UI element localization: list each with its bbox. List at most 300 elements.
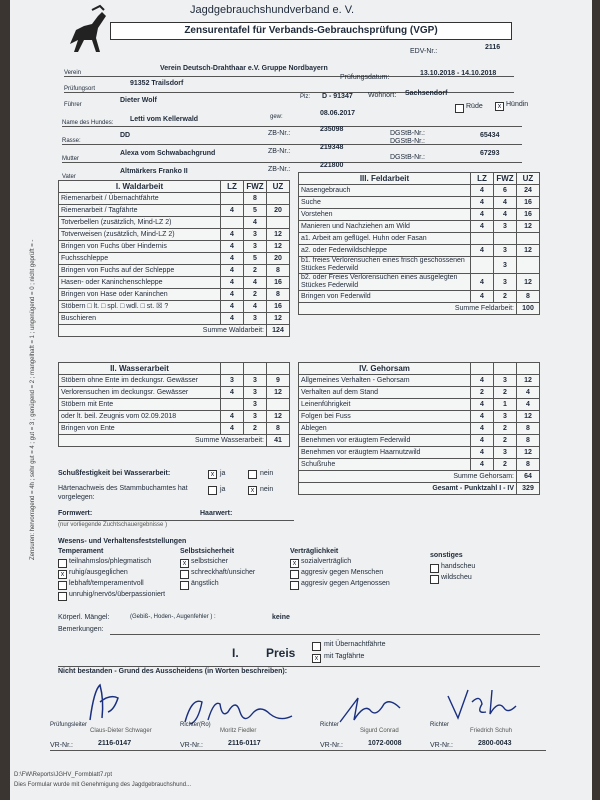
sum-row — [299, 303, 540, 315]
cell-uz: 8 — [517, 435, 540, 447]
cell-fwz: 2 — [494, 423, 517, 435]
name-label: Name des Hundes: — [62, 120, 114, 126]
zb2-label: ZB-Nr.: — [268, 148, 291, 155]
cell-fwz: 3 — [494, 447, 517, 459]
cell-fwz: 3 — [244, 387, 267, 399]
haerte-ja-label: ja — [220, 486, 226, 493]
cell-uz: 20 — [267, 253, 290, 265]
datum-label: Prüfungsdatum: — [340, 74, 390, 81]
option-label: teilnahmslos/phlegmatisch — [69, 558, 152, 565]
cell-lz: 3 — [221, 375, 244, 387]
haerte-nein-checkbox[interactable]: x — [248, 486, 257, 495]
cell-lz: 4 — [471, 185, 494, 197]
edv-label: EDV-Nr.: — [410, 48, 438, 55]
mutter-label: Mutter — [62, 156, 80, 162]
table-row — [59, 423, 290, 435]
section-title: II. Wasserarbeit — [59, 363, 221, 375]
cell-uz: 12 — [517, 411, 540, 423]
cell-uz — [517, 257, 540, 274]
row-label: Bringen von Hase oder Kaninchen — [59, 289, 221, 301]
cell-fwz: 3 — [494, 411, 517, 423]
verein-label: Verein — [64, 70, 82, 76]
cell-lz: 4 — [471, 274, 494, 291]
temperament-label: Temperament — [58, 548, 104, 555]
row-label: Buschieren — [59, 313, 221, 325]
row-label: Verhalten auf dem Stand — [299, 387, 471, 399]
total-row — [299, 483, 540, 495]
cell-lz: 4 — [471, 375, 494, 387]
tagfaehrte-checkbox[interactable]: x — [312, 654, 321, 663]
option-checkbox[interactable] — [58, 592, 67, 601]
vr-value: 2116-0117 — [228, 740, 261, 747]
cell-lz: 4 — [471, 459, 494, 471]
edv-value: 2116 — [485, 44, 501, 51]
row-label: oder lt. beil. Zeugnis vom 02.09.2018 — [59, 411, 221, 423]
table-row — [59, 229, 290, 241]
footer-path: D:\FW\Reports\JGHV_Formblatt7.rpt — [14, 772, 113, 778]
judge-role: Richter(Ro) — [180, 722, 211, 728]
cell-uz: 16 — [267, 277, 290, 289]
fuehrer-value: Dieter Wolf — [120, 97, 157, 104]
form-title: Zensurentafel für Verbands-Gebrauchsprüfung (VGP) — [110, 22, 512, 40]
table-row — [299, 411, 540, 423]
gehorsam-table — [298, 362, 540, 495]
cell-fwz: 4 — [244, 217, 267, 229]
cell-uz: 16 — [517, 197, 540, 209]
wohnort-label: Wohnort: — [368, 92, 397, 99]
row-label: Riemenarbeit / Tagfährte — [59, 205, 221, 217]
table-row — [299, 375, 540, 387]
cell-lz: 4 — [221, 277, 244, 289]
gew-value: 08.06.2017 — [320, 110, 356, 117]
cell-uz: 4 — [517, 387, 540, 399]
table-row — [59, 205, 290, 217]
cell-uz: 12 — [517, 375, 540, 387]
option-checkbox[interactable] — [290, 581, 299, 590]
option-checkbox[interactable] — [430, 575, 439, 584]
option-checkbox[interactable] — [430, 564, 439, 573]
nicht-bestanden-label: Nicht bestanden - Grund des Ausscheidens (in Worten beschreiben): — [58, 668, 288, 675]
cell-lz: 4 — [471, 197, 494, 209]
table-row — [59, 313, 290, 325]
cell-lz: 4 — [221, 301, 244, 313]
vr-value: 1072-0008 — [368, 740, 402, 747]
table-row — [299, 399, 540, 411]
cell-fwz: 3 — [244, 313, 267, 325]
zb3-value: 221800 — [320, 162, 344, 169]
haerte-ja-checkbox[interactable] — [208, 486, 217, 495]
feldarbeit-table — [298, 172, 540, 315]
cell-lz — [471, 233, 494, 245]
option-checkbox[interactable] — [58, 559, 67, 568]
col-header — [267, 363, 290, 375]
col-header — [244, 363, 267, 375]
cell-lz: 4 — [471, 399, 494, 411]
dgstb2-value: 65434 — [480, 132, 500, 139]
selbst-label: Selbstsicherheit — [180, 548, 235, 555]
table-row — [59, 241, 290, 253]
row-label: Bringen von Federwild — [299, 291, 471, 303]
col-header: UZ — [517, 173, 540, 185]
cell-lz: 4 — [471, 447, 494, 459]
row-label: Schußruhe — [299, 459, 471, 471]
vr-value: 2800-0043 — [478, 740, 512, 747]
sum-row — [59, 435, 290, 447]
sum-label: Summe Waldarbeit: — [59, 325, 267, 337]
cell-uz: 16 — [267, 301, 290, 313]
dgstb3-value: 67293 — [480, 150, 500, 157]
plz-value: D - 91347 — [322, 93, 353, 100]
option-label: handscheu — [441, 563, 476, 570]
row-label: Suche — [299, 197, 471, 209]
cell-lz: 4 — [221, 411, 244, 423]
col-header: FWZ — [494, 173, 517, 185]
tagfaehrte-label: mit Tagfährte — [324, 653, 365, 660]
rasse-label: Rasse: — [62, 138, 81, 144]
vater-label: Vater — [62, 174, 76, 180]
cell-lz: 4 — [471, 291, 494, 303]
cell-lz: 4 — [221, 313, 244, 325]
option-label: aggresiv gegen Menschen — [301, 569, 384, 576]
cell-lz: 4 — [221, 253, 244, 265]
cell-uz: 12 — [267, 387, 290, 399]
wohnort-value: Sachsendorf — [405, 90, 448, 97]
table-row — [299, 291, 540, 303]
cell-lz: 4 — [221, 387, 244, 399]
fuehrer-label: Führer — [64, 102, 82, 108]
cell-lz: 4 — [471, 435, 494, 447]
section-title: I. Waldarbeit — [59, 181, 221, 193]
cell-uz — [267, 399, 290, 411]
row-label: Benehmen vor eräugtem Haarnutzwild — [299, 447, 471, 459]
sum-value: 124 — [267, 325, 290, 337]
cell-fwz: 4 — [244, 277, 267, 289]
vr-label: VR-Nr.: — [180, 742, 203, 749]
grading-legend: Zensuren: hervorragend = 4h ; sehr gut = 4 ; gut = 3 ; genügend = 2 ; mangelhaft = 1 ; ungenügend = 0 ; nicht geprüft = - — [30, 239, 36, 560]
cell-uz — [267, 217, 290, 229]
row-label: Stöbern ohne Ente im deckungsr. Gewässer — [59, 375, 221, 387]
wasserarbeit-table — [58, 362, 290, 447]
total-value: 329 — [517, 483, 540, 495]
table-row — [299, 221, 540, 233]
cell-uz: 12 — [267, 229, 290, 241]
section-title: IV. Gehorsam — [299, 363, 471, 375]
table-row — [59, 375, 290, 387]
cell-lz — [471, 257, 494, 274]
judge-role: Richter — [320, 722, 340, 728]
cell-fwz: 3 — [244, 241, 267, 253]
col-header — [471, 363, 494, 375]
cell-uz: 12 — [267, 241, 290, 253]
col-header: FWZ — [244, 181, 267, 193]
cell-fwz: 6 — [494, 185, 517, 197]
table-row — [299, 197, 540, 209]
sum-value: 41 — [267, 435, 290, 447]
cell-lz: 4 — [221, 423, 244, 435]
table-header — [299, 363, 540, 375]
option-checkbox[interactable] — [180, 581, 189, 590]
table-row — [299, 257, 540, 274]
cell-lz: 4 — [221, 289, 244, 301]
row-label: Fuchsschleppe — [59, 253, 221, 265]
cell-fwz: 3 — [244, 411, 267, 423]
sum-row — [299, 471, 540, 483]
option-label: aggresiv gegen Artgenossen — [301, 580, 390, 587]
table-row — [59, 265, 290, 277]
verein-value: Verein Deutsch-Drahthaar e.V. Gruppe Nordbayern — [160, 65, 328, 72]
cell-fwz: 3 — [494, 257, 517, 274]
row-label: b1. freies Verlorensuchen eines frisch geschossenen Stückes Federwild — [299, 257, 471, 274]
cell-uz: 12 — [517, 274, 540, 291]
vr-label: VR-Nr.: — [50, 742, 73, 749]
cell-uz: 8 — [267, 265, 290, 277]
table-header — [299, 173, 540, 185]
schuss-nein-checkbox[interactable] — [248, 470, 257, 479]
col-header: LZ — [471, 173, 494, 185]
cell-uz: 12 — [267, 313, 290, 325]
cell-fwz: 2 — [244, 423, 267, 435]
col-header — [221, 363, 244, 375]
cell-lz: 4 — [221, 265, 244, 277]
row-label: a2. oder Federwildschleppe — [299, 245, 471, 257]
signature-4 — [440, 684, 520, 724]
vertrag-label: Verträglichkeit — [290, 548, 339, 555]
koerper-note: (Gebiß-, Hoden-, Augenfehler ) : — [130, 614, 216, 620]
sum-row — [59, 325, 290, 337]
row-label: Benehmen vor eräugtem Federwild — [299, 435, 471, 447]
cell-lz — [221, 217, 244, 229]
ruede-checkbox[interactable] — [455, 104, 464, 113]
cell-fwz: 3 — [244, 399, 267, 411]
cell-fwz: 3 — [244, 229, 267, 241]
cell-fwz: 3 — [244, 375, 267, 387]
row-label: Hasen- oder Kaninchenschleppe — [59, 277, 221, 289]
bemerk-label: Bemerkungen: — [58, 626, 104, 633]
huendin-checkbox[interactable]: x — [495, 102, 504, 111]
cell-lz: 4 — [471, 245, 494, 257]
cell-lz: 4 — [221, 241, 244, 253]
schuss-ja-label: ja — [220, 470, 226, 477]
cell-fwz — [494, 233, 517, 245]
row-label: Totverweisen (zusätzlich, Mind-LZ 2) — [59, 229, 221, 241]
table-row — [59, 301, 290, 313]
cell-fwz: 3 — [494, 245, 517, 257]
cell-lz: 4 — [471, 209, 494, 221]
plz-label: Plz: — [300, 94, 311, 100]
sum-label: Summe Feldarbeit: — [299, 303, 517, 315]
table-header — [59, 363, 290, 375]
option-label: lebhaft/temperamentvoll — [69, 580, 144, 587]
cell-uz — [517, 233, 540, 245]
cell-uz: 8 — [267, 289, 290, 301]
cell-lz: 4 — [471, 221, 494, 233]
cell-fwz: 3 — [494, 221, 517, 233]
option-label: ruhig/ausgeglichen — [69, 569, 128, 576]
preis-label: Preis — [266, 646, 296, 660]
zb2-value: 219348 — [320, 144, 344, 151]
option-label: selbstsicher — [191, 558, 228, 565]
table-row — [59, 253, 290, 265]
sonst-label: sonstiges — [430, 552, 463, 559]
ruede-label: Rüde — [466, 103, 483, 110]
cell-fwz: 4 — [494, 209, 517, 221]
row-label: b2. oder Freies Verlorensuchen eines ausgelegten Stückes Federwild — [299, 274, 471, 291]
table-row — [59, 399, 290, 411]
table-row — [59, 411, 290, 423]
signature-3 — [330, 690, 410, 730]
table-row — [299, 274, 540, 291]
table-row — [299, 387, 540, 399]
total-label: Gesamt - Punktzahl I - IV — [299, 483, 517, 495]
cell-lz: 4 — [471, 411, 494, 423]
dgstb1-label: DGStB-Nr.: — [390, 130, 426, 137]
cell-fwz: 8 — [244, 193, 267, 205]
waldarbeit-table — [58, 180, 290, 337]
table-row — [299, 435, 540, 447]
row-label: a1. Arbeit am geflügel. Huhn oder Fasan — [299, 233, 471, 245]
vr-label: VR-Nr.: — [320, 742, 343, 749]
option-label: ängstlich — [191, 580, 219, 587]
cell-fwz: 5 — [244, 253, 267, 265]
haerte-nein-label: nein — [260, 486, 274, 493]
table-row — [59, 387, 290, 399]
judge-role: Richter — [430, 722, 450, 728]
cell-uz: 24 — [517, 185, 540, 197]
table-row — [299, 209, 540, 221]
vr-value: 2116-0147 — [98, 740, 132, 747]
row-label: Bringen von Fuchs über Hindernis — [59, 241, 221, 253]
cell-fwz: 1 — [494, 399, 517, 411]
col-header — [494, 363, 517, 375]
wesen-title: Wesens- und Verhaltensfeststellungen — [58, 538, 187, 545]
row-label: Folgen bei Fuss — [299, 411, 471, 423]
org-name: Jagdgebrauchshundverband e. V. — [190, 4, 355, 16]
preis-value: I. — [232, 646, 239, 660]
formwert-label: Formwert: — [58, 510, 93, 517]
cell-fwz: 5 — [244, 205, 267, 217]
vater-value: Altmärkers Franko II — [120, 168, 188, 175]
cell-uz: 12 — [517, 221, 540, 233]
row-label: Stöbern □ lt. □ spl. □ wdl. □ st. ☒ ? — [59, 301, 221, 313]
cell-uz — [267, 193, 290, 205]
option-checkbox[interactable]: x — [290, 559, 299, 568]
cell-fwz: 4 — [494, 197, 517, 209]
table-row — [299, 423, 540, 435]
judge-name: Claus-Dieter Schwager — [90, 728, 152, 734]
cell-lz: 4 — [221, 205, 244, 217]
cell-uz: 12 — [517, 447, 540, 459]
cell-lz — [221, 193, 244, 205]
sum-label: Summe Wasserarbeit: — [59, 435, 267, 447]
uebernacht-label: mit Übernachtfährte — [324, 641, 386, 648]
option-label: schreckhaft/unsicher — [191, 569, 256, 576]
option-checkbox[interactable]: x — [180, 559, 189, 568]
table-row — [299, 459, 540, 471]
table-header — [59, 181, 290, 193]
mutter-value: Alexa vom Schwabachgrund — [120, 150, 216, 157]
koerper-value: keine — [272, 614, 290, 621]
col-header: LZ — [221, 181, 244, 193]
cell-uz: 9 — [267, 375, 290, 387]
cell-lz — [221, 399, 244, 411]
score-sheet — [10, 0, 592, 800]
cell-fwz: 2 — [244, 265, 267, 277]
col-header: UZ — [267, 181, 290, 193]
koerper-label: Körperl. Mängel: — [58, 614, 110, 621]
schuss-ja-checkbox[interactable]: x — [208, 470, 217, 479]
row-label: Riemenarbeit / Übernachtfährte — [59, 193, 221, 205]
name-value: Letti vom Kellerwald — [130, 116, 199, 123]
cell-fwz: 2 — [494, 387, 517, 399]
option-checkbox[interactable] — [180, 570, 189, 579]
cell-uz: 8 — [517, 423, 540, 435]
cell-uz: 8 — [267, 423, 290, 435]
schuss-nein-label: nein — [260, 470, 274, 477]
zb1-label: ZB-Nr.: — [268, 130, 291, 137]
cell-fwz: 2 — [244, 289, 267, 301]
option-checkbox[interactable] — [58, 581, 67, 590]
cell-fwz: 2 — [494, 291, 517, 303]
table-row — [59, 289, 290, 301]
sum-value: 100 — [517, 303, 540, 315]
cell-fwz: 3 — [494, 375, 517, 387]
cell-fwz: 2 — [494, 459, 517, 471]
row-label: Vorstehen — [299, 209, 471, 221]
cell-fwz: 4 — [244, 301, 267, 313]
cell-fwz: 3 — [494, 274, 517, 291]
row-label: Ablegen — [299, 423, 471, 435]
option-label: wildscheu — [441, 574, 472, 581]
cell-uz: 8 — [517, 291, 540, 303]
cell-uz: 12 — [517, 245, 540, 257]
gew-label: gew: — [270, 114, 283, 120]
table-row — [299, 447, 540, 459]
row-label: Totverbellen (zusätzlich, Mind-LZ 2) — [59, 217, 221, 229]
zuchtschau-note: (nur vorliegende Zuchtschauergebnisse ) — [58, 522, 168, 528]
haarwert-label: Haarwert: — [200, 510, 233, 517]
table-row — [299, 245, 540, 257]
sum-label: Summe Gehorsam: — [299, 471, 517, 483]
row-label: Stöbern mit Ente — [59, 399, 221, 411]
table-row — [59, 193, 290, 205]
row-label: Bringen von Fuchs auf der Schleppe — [59, 265, 221, 277]
row-label: Bringen von Ente — [59, 423, 221, 435]
uebernacht-checkbox[interactable] — [312, 642, 321, 651]
row-label: Leinenführigkeit — [299, 399, 471, 411]
cell-lz: 2 — [471, 387, 494, 399]
table-row — [59, 217, 290, 229]
table-row — [299, 233, 540, 245]
haerte-label: Härtenachweis des Stammbuchamtes hat vorgelegen: — [58, 485, 188, 501]
dgstb2-label: DGStB-Nr.: — [390, 138, 426, 145]
dog-logo-icon — [62, 4, 110, 56]
dgstb3-label: DGStB-Nr.: — [390, 154, 426, 161]
ort-value: 91352 Trailsdorf — [130, 80, 184, 87]
cell-uz: 20 — [267, 205, 290, 217]
rasse-value: DD — [120, 132, 131, 139]
row-label: Verlorensuchen im deckungsr. Gewässer — [59, 387, 221, 399]
row-label: Nasengebrauch — [299, 185, 471, 197]
judge-name: Moritz Fiedler — [220, 728, 257, 734]
table-row — [59, 277, 290, 289]
section-title: III. Feldarbeit — [299, 173, 471, 185]
footer-note: Dies Formular wurde mit Genehmigung des Jagdgebrauchshund... — [14, 782, 192, 788]
zb3-label: ZB-Nr.: — [268, 166, 291, 173]
judge-name: Friedrich Schuh — [470, 728, 513, 734]
option-checkbox[interactable] — [290, 570, 299, 579]
cell-uz: 8 — [517, 459, 540, 471]
option-checkbox[interactable]: x — [58, 570, 67, 579]
